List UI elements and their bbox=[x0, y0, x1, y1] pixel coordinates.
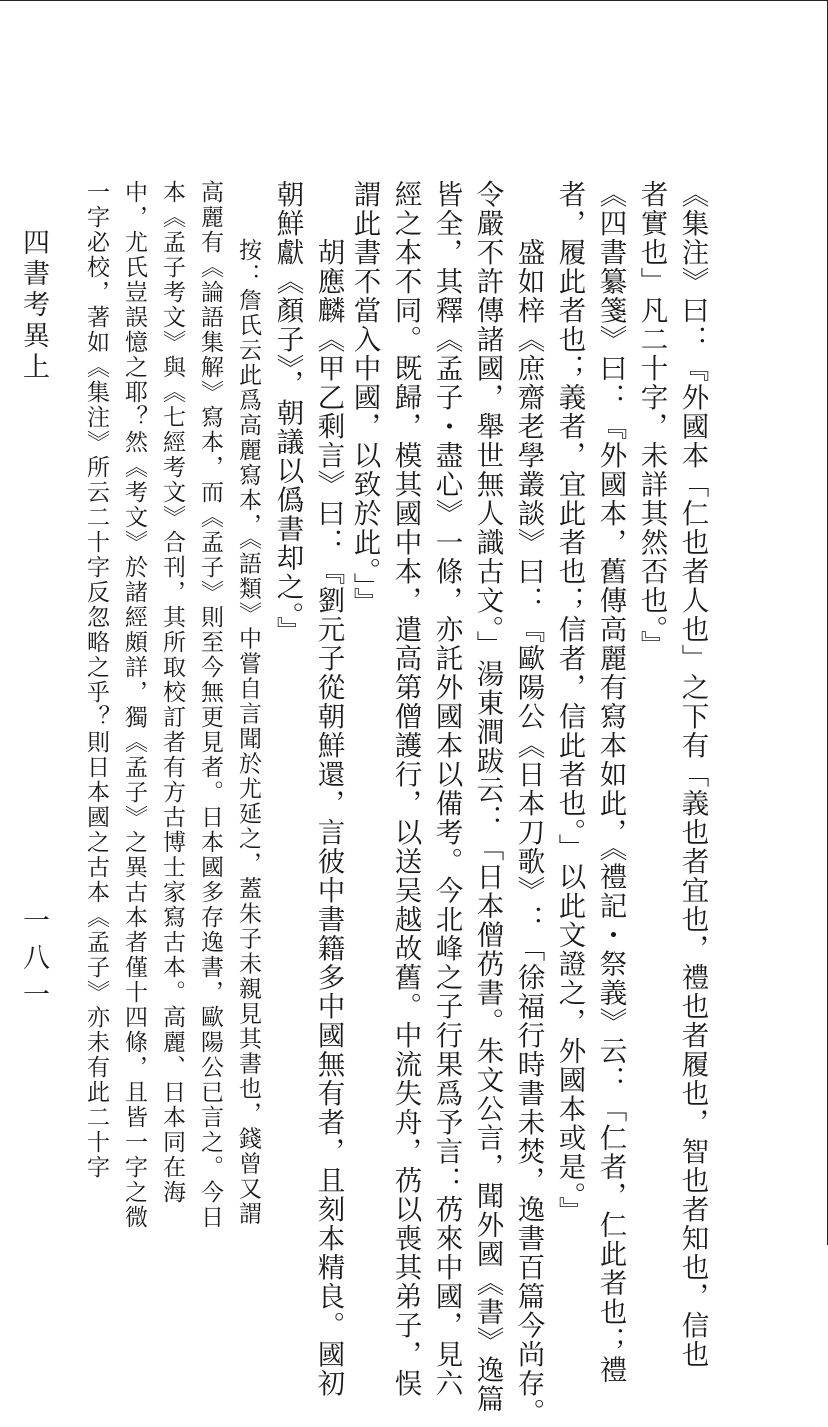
text-column: 者，履此者也；義者，宜此者也；信者，信此者也。」以此文證之，外國本或是。』 bbox=[553, 180, 586, 1226]
text-column: 《集注》曰：『外國本「仁也者人也」之下有「義也者宜也，禮也者履也，智也者知也，信也 bbox=[676, 180, 709, 1369]
text-column: 盛如梓《庶齋老學叢談》曰：『歐陽公《日本刀歌》：「徐福行時書未焚，逸書百篇今尚存。 bbox=[512, 238, 545, 1427]
text-column: 本《孟子考文》與《七經考文》合刊，其所取校訂者有方古博士家寫古本。高麗、日本同在海 bbox=[159, 180, 185, 1205]
text-column: 令嚴不許傳諸國，舉世無人識古文。」湯東澗跋云：「日本僧芿書。朱文公言，聞外國《書》逸篇 bbox=[471, 180, 504, 1414]
text-column: 按：詹氏云此爲高麗寫本，《語類》中嘗自言聞於尤延之，蓋朱子未親見其書也，錢曾又謂 bbox=[235, 238, 261, 1227]
text-column: 胡應麟《甲乙剩言》曰：『劉元子從朝鮮還，言彼中書籍多中國無有者，且刻本精良。國初 bbox=[312, 238, 345, 1398]
page-number: 一八一 bbox=[18, 906, 49, 1017]
text-column: 中，尤氏豈誤憶之耶？然《考文》於諸經頗詳，獨《孟子》之異古本者僅十四條，且皆一字之微 bbox=[121, 180, 147, 1230]
text-column: 經之本不同。既歸，模其國中本，遣高第僧護行，以送吴越故舊。中流失舟，芿以喪其弟子，悮 bbox=[389, 180, 422, 1398]
text-column: 皆全，其釋《孟子・盡心》一條，亦託外國本以備考。今北峰之子行果爲予言：芿來中國，見六 bbox=[430, 180, 463, 1398]
text-column: 謂此書不當入中國，以致於此。」』 bbox=[348, 180, 381, 617]
text-column: 一字必校，著如《集注》所云二十字反忽略之乎？則日本國之古本《孟子》亦未有此二十字 bbox=[83, 180, 109, 1180]
text-column: 高麗有《論語集解》寫本，而《孟子》則至今無更見者。日本國多存逸書，歐陽公已言之。今日 bbox=[197, 180, 223, 1230]
running-title: 四書考異上 bbox=[18, 228, 49, 383]
text-column: 《四書纂箋》曰：『外國本，舊傳高麗有寫本如此，《禮記・祭義》云：「仁者，仁此者也；禮 bbox=[594, 180, 627, 1385]
text-column: 者實也」凡二十字，未詳其然否也。』 bbox=[635, 180, 668, 660]
text-column: 朝鮮獻《顏子》，朝議以僞書却之。』 bbox=[271, 180, 304, 646]
page-frame-top bbox=[0, 0, 828, 1]
